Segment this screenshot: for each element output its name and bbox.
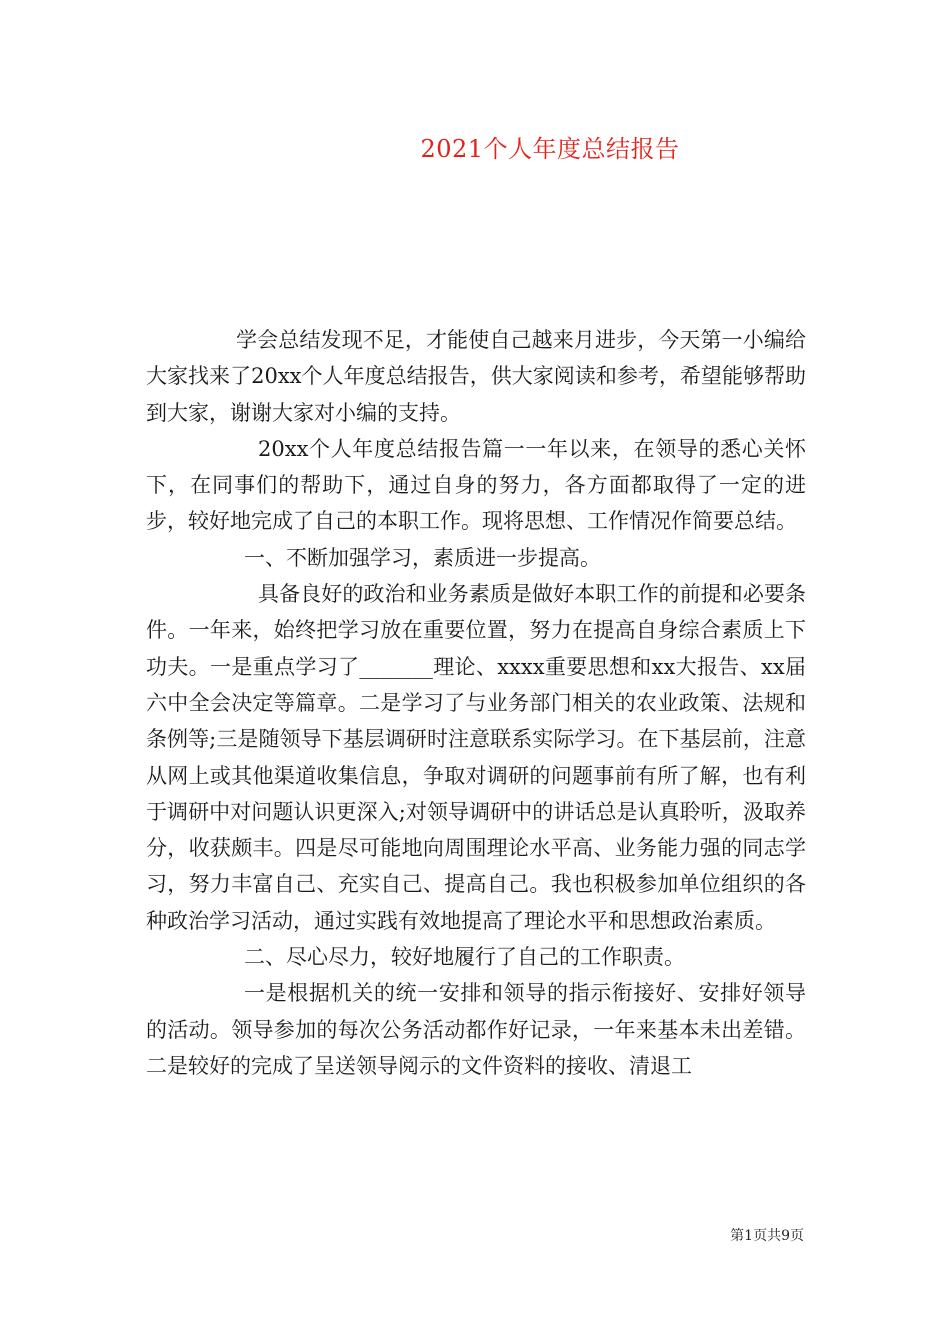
intro-paragraph: 学会总结发现不足，才能使自己越来月进步，今天第一小编给大家找来了20xx个人年度总结报告，供大家阅读和参考，希望能够帮助到大家，谢谢大家对小编的支持。	[146, 328, 806, 425]
duty-paragraph: 一是根据机关的统一安排和领导的指示衔接好、安排好领导的活动。领导参加的每次公务活动都作好记录，一年来基本未出差错。二是较好的完成了呈送领导阅示的文件资料的接收、清退工	[146, 981, 806, 1078]
document-body	[146, 322, 806, 1084]
page-number: 第1页共9页	[730, 1228, 804, 1244]
title-text: 2021个人年度总结报告	[420, 135, 680, 163]
report-opening-paragraph: 20xx个人年度总结报告篇一一年以来，在领导的悉心关怀下，在同事们的帮助下，通过自身的努力，各方面都取得了一定的进步，较好地完成了自己的本职工作。现将思想、工作情况作简要总结。	[146, 436, 806, 534]
section-heading-1: 一、不断加强学习，素质进一步提高。	[244, 545, 601, 570]
section-heading-2: 二、尽心尽力，较好地履行了自己的工作职责。	[244, 945, 685, 970]
study-paragraph: 具备良好的政治和业务素质是做好本职工作的前提和必要条件。一年来，始终把学习放在重要位置，努力在提高自身综合素质上下功夫。一是重点学习了_______理论、xxxx重要思想和xx大报告、xx届六中全会决定等篇章。二是学习了与业务部门相关的农业政策、法规和条例等;三是随领导下基层调研时注意联系实际学习。在下基层前，注意从网上或其他渠道收集信息，争取对调研的问题事前有所了解，也有利于调研中对问题认识更深入;对领导调研中的讲话总是认真聆听，汲取养分，收获颇丰。四是尽可能地向周围理论水平高、业务能力强的同志学习，努力丰富自己、充实自己、提高自己。我也积极参加单位组织的各种政治学习活动，通过实践有效地提高了理论水平和思想政治素质。	[146, 582, 806, 933]
page-title	[0, 131, 950, 167]
